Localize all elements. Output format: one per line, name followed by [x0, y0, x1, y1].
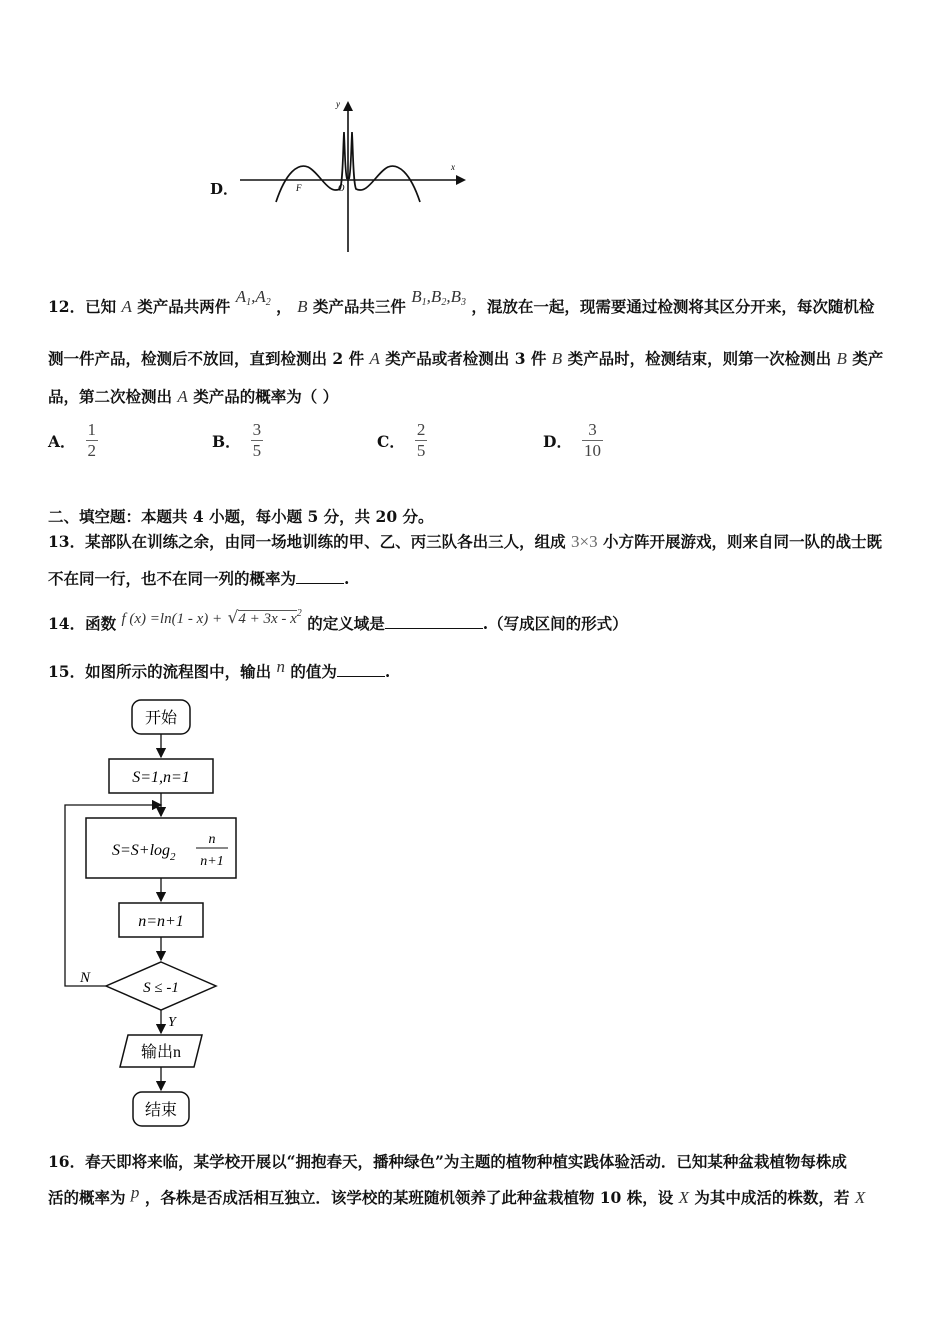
no-label: N [80, 970, 91, 986]
graph-d-label: D． [210, 180, 239, 198]
option-a[interactable]: A． $\frac{1}{2}$ [48, 420, 97, 460]
curve-right [349, 132, 420, 202]
flowchart [60, 695, 300, 1135]
y-arrow [343, 101, 353, 111]
x-axis-label: x [451, 162, 455, 172]
q16-line2: 活的概率为 p ，各株是否成活相互独立．该学校的某班随机领养了此种盆栽植物 10 株，设 X 为其中成活的株数，若 X [48, 1183, 866, 1207]
q12-line1: 12．已知 A 类产品共两件 $A_1,A_2$ ， B 类产品共三件 $B_1,B_2,B_3$ ，混放在一起，现需要通过检测将其区分开来，每次随机检 [48, 287, 875, 316]
curve [276, 132, 347, 202]
q15-blank[interactable] [337, 676, 385, 677]
q14-line: 14．函数 f $(x) =\ln(1 - x) + √4 + 3x - x^2$ 的定义域是 .（写成区间的形式） [48, 608, 628, 633]
start-label: 开始 [144, 710, 178, 727]
section2-heading: 二、填空题：本题共 4 小题，每小题 5 分，共 20 分。 [48, 507, 434, 526]
update-s-label: $S=S+\log_2$ [112, 842, 176, 863]
q14-blank[interactable] [385, 628, 483, 629]
frac-num: n [208, 832, 216, 847]
q12-line3: 品，第二次检测出 A 类产品的概率为（ ） [48, 387, 339, 406]
f-label: F [296, 183, 302, 193]
end-label: 结束 [144, 1102, 178, 1119]
q13-line2: 不在同一行，也不在同一列的概率为 . [48, 569, 350, 588]
option-d[interactable]: D． $\frac{3}{10}$ [543, 420, 601, 460]
q15-line: 15．如图所示的流程图中，输出 n 的值为 . [48, 657, 391, 681]
q16-line1: 16．春天即将来临，某学校开展以“拥抱春天，播种绿色”为主题的植物种植实践体验活动．已知某种盆栽植物每株成 [48, 1152, 847, 1171]
init-label: S=1,n=1 [132, 769, 190, 786]
q13-line1: 13．某部队在训练之余，由同一场地训练的甲、乙、丙三队各出三人，组成 3×3 小方阵开展游戏，则来自同一队的战士既 [48, 532, 882, 551]
origin-label: O [338, 183, 345, 193]
x-arrow [456, 175, 466, 185]
q12-line2: 测一件产品，检测后不放回，直到检测出 2 件 A 类产品或者检测出 3 件 B 类产品时，检测结束，则第一次检测出 B 类产 [48, 349, 884, 368]
output-label: 输出n [140, 1044, 182, 1061]
option-c[interactable]: C． $\frac{2}{5}$ [377, 420, 426, 460]
graph-d [236, 97, 476, 257]
y-axis-label: y [336, 99, 340, 109]
cond-label: S ≤ -1 [143, 980, 179, 996]
yes-label: Y [168, 1015, 176, 1030]
q13-blank[interactable] [296, 583, 344, 584]
frac-den: n+1 [200, 854, 224, 869]
option-b[interactable]: B． $\frac{3}{5}$ [212, 420, 262, 460]
inc-label: n=n+1 [138, 913, 184, 930]
